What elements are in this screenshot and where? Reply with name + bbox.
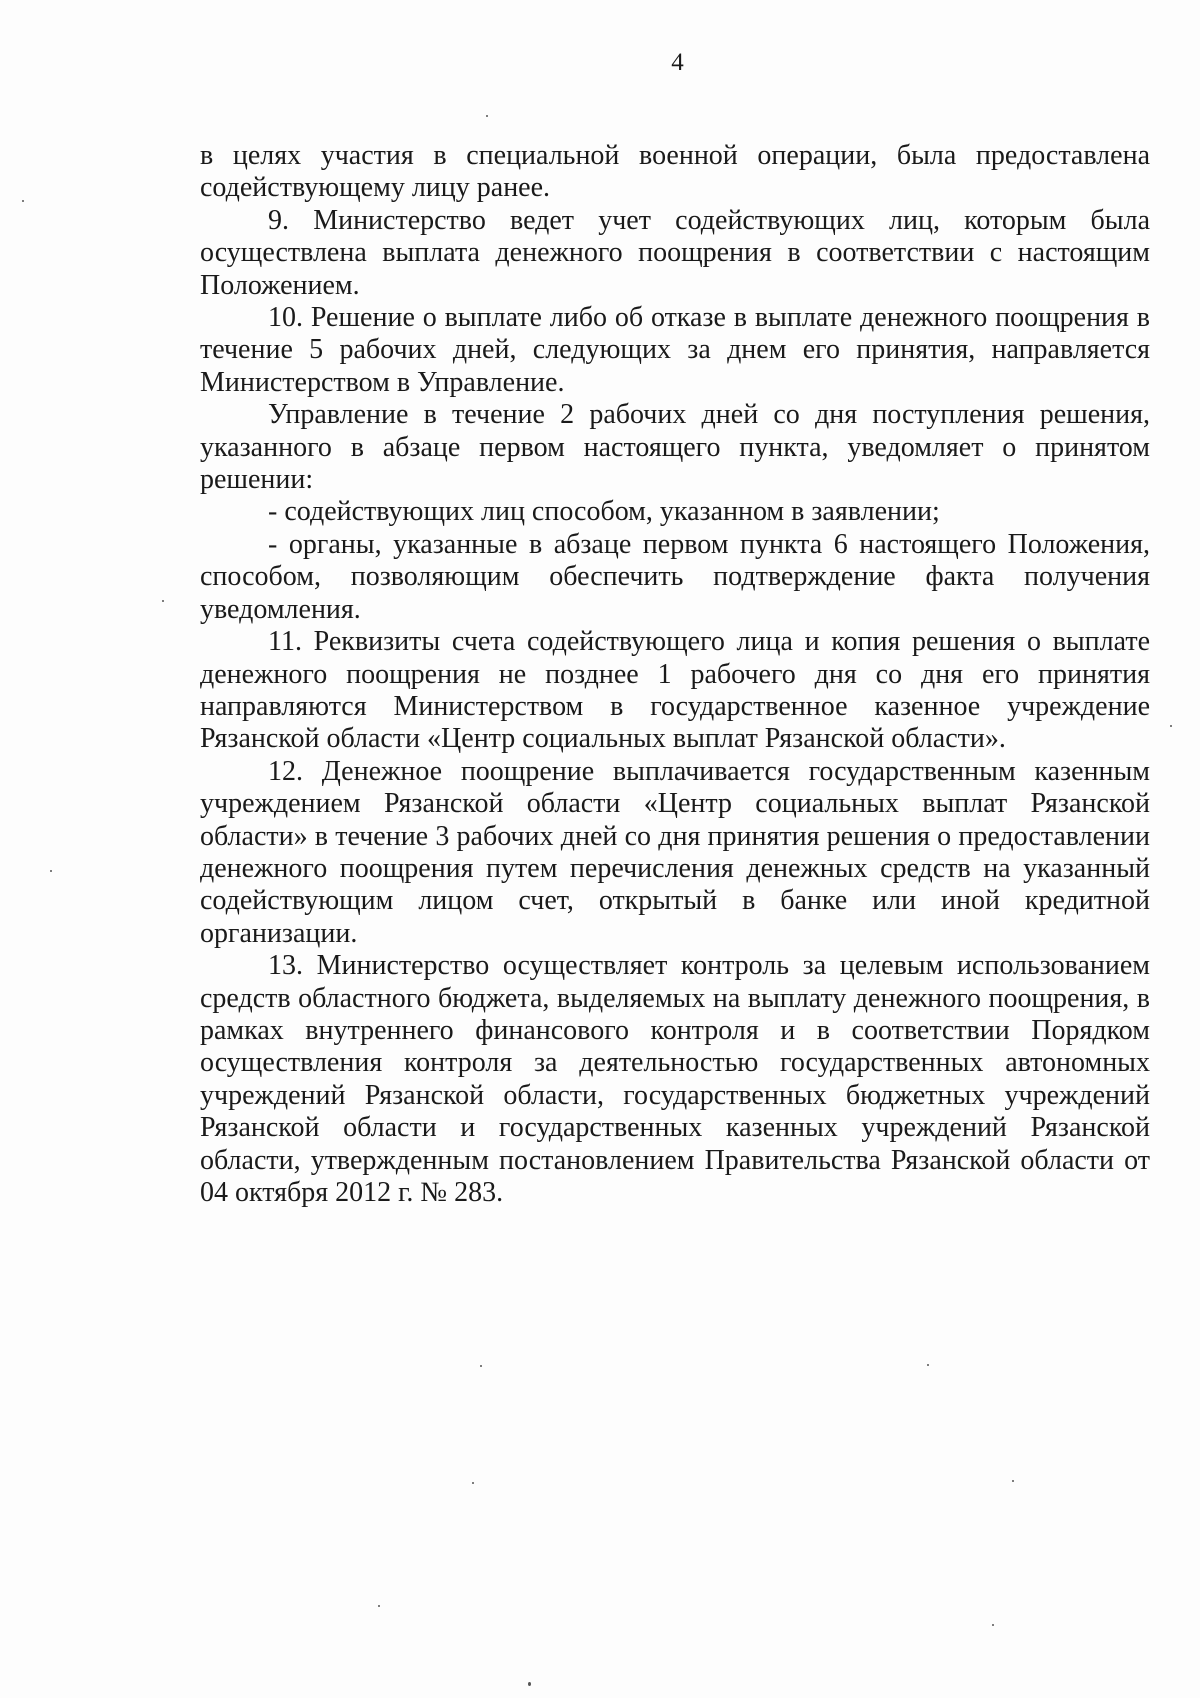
paragraph-continuation: в целях участия в специальной военной операции, была предоставлена содействующему лицу ранее. xyxy=(200,140,1150,204)
scan-speck xyxy=(472,1482,474,1484)
scan-speck xyxy=(1170,725,1172,727)
paragraph-item-9: 9. Министерство ведет учет содействующих лиц, которым была осуществлена выплата денежного поощрения в соответствии с настоящим Положением. xyxy=(200,204,1150,301)
list-item-persons: - содействующих лиц способом, указанном в заявлении; xyxy=(268,496,940,528)
paragraph-item-10-notice: Управление в течение 2 рабочих дней со дня поступления решения, указанного в абзаце первом настоящего пункта, уведомляет о принятом решении: xyxy=(200,399,1150,496)
page-number: 4 xyxy=(671,49,684,76)
scan-speck xyxy=(480,1365,482,1367)
paragraph-item-11: 11. Реквизиты счета содействующего лица и копия решения о выплате денежного поощрения не позднее 1 рабочего дня со дня его принятия направляются Министерством в государственное казенное учреждение Рязанской области «Центр социальных выплат Рязанской области». xyxy=(200,626,1150,755)
scan-speck xyxy=(162,600,164,602)
paragraph-item-12: 12. Денежное поощрение выплачивается государственным казенным учреждением Рязанской области «Центр социальных выплат Рязанской области» в течение 3 рабочих дней со дня принятия решения о предоставлении денежного поощрения путем перечисления денежных средств на указанный содействующим лицом счет, открытый в банке или иной кредитной организации. xyxy=(200,755,1150,949)
document-body xyxy=(200,140,1150,1209)
list-item-bodies: - органы, указанные в абзаце первом пункта 6 настоящего Положения, способом, позволяющим обеспечить подтверждение факта получения уведомления. xyxy=(200,528,1150,625)
scan-speck xyxy=(992,1624,994,1626)
scan-speck xyxy=(22,200,24,202)
paragraph-item-10: 10. Решение о выплате либо об отказе в выплате денежного поощрения в течение 5 рабочих дней, следующих за днем его принятия, направляется Министерством в Управление. xyxy=(200,302,1150,398)
scan-speck xyxy=(50,870,52,872)
scan-speck xyxy=(927,1364,929,1366)
scan-speck xyxy=(486,115,488,117)
scan-speck xyxy=(378,1605,380,1607)
scan-speck xyxy=(528,1682,531,1686)
scan-speck xyxy=(1012,1480,1014,1482)
paragraph-item-13: 13. Министерство осуществляет контроль за целевым использованием средств областного бюджета, выделяемых на выплату денежного поощрения, в рамках внутреннего финансового контроля и в соответствии Порядком осуществления контроля за деятельностью государственных автономных учреждений Рязанской области, государственных бюджетных учреждений Рязанской области и государственных казенных учреждений Рязанской области, утвержденным постановлением Правительства Рязанской области от 04 октября 2012 г. № 283. xyxy=(200,950,1150,1208)
